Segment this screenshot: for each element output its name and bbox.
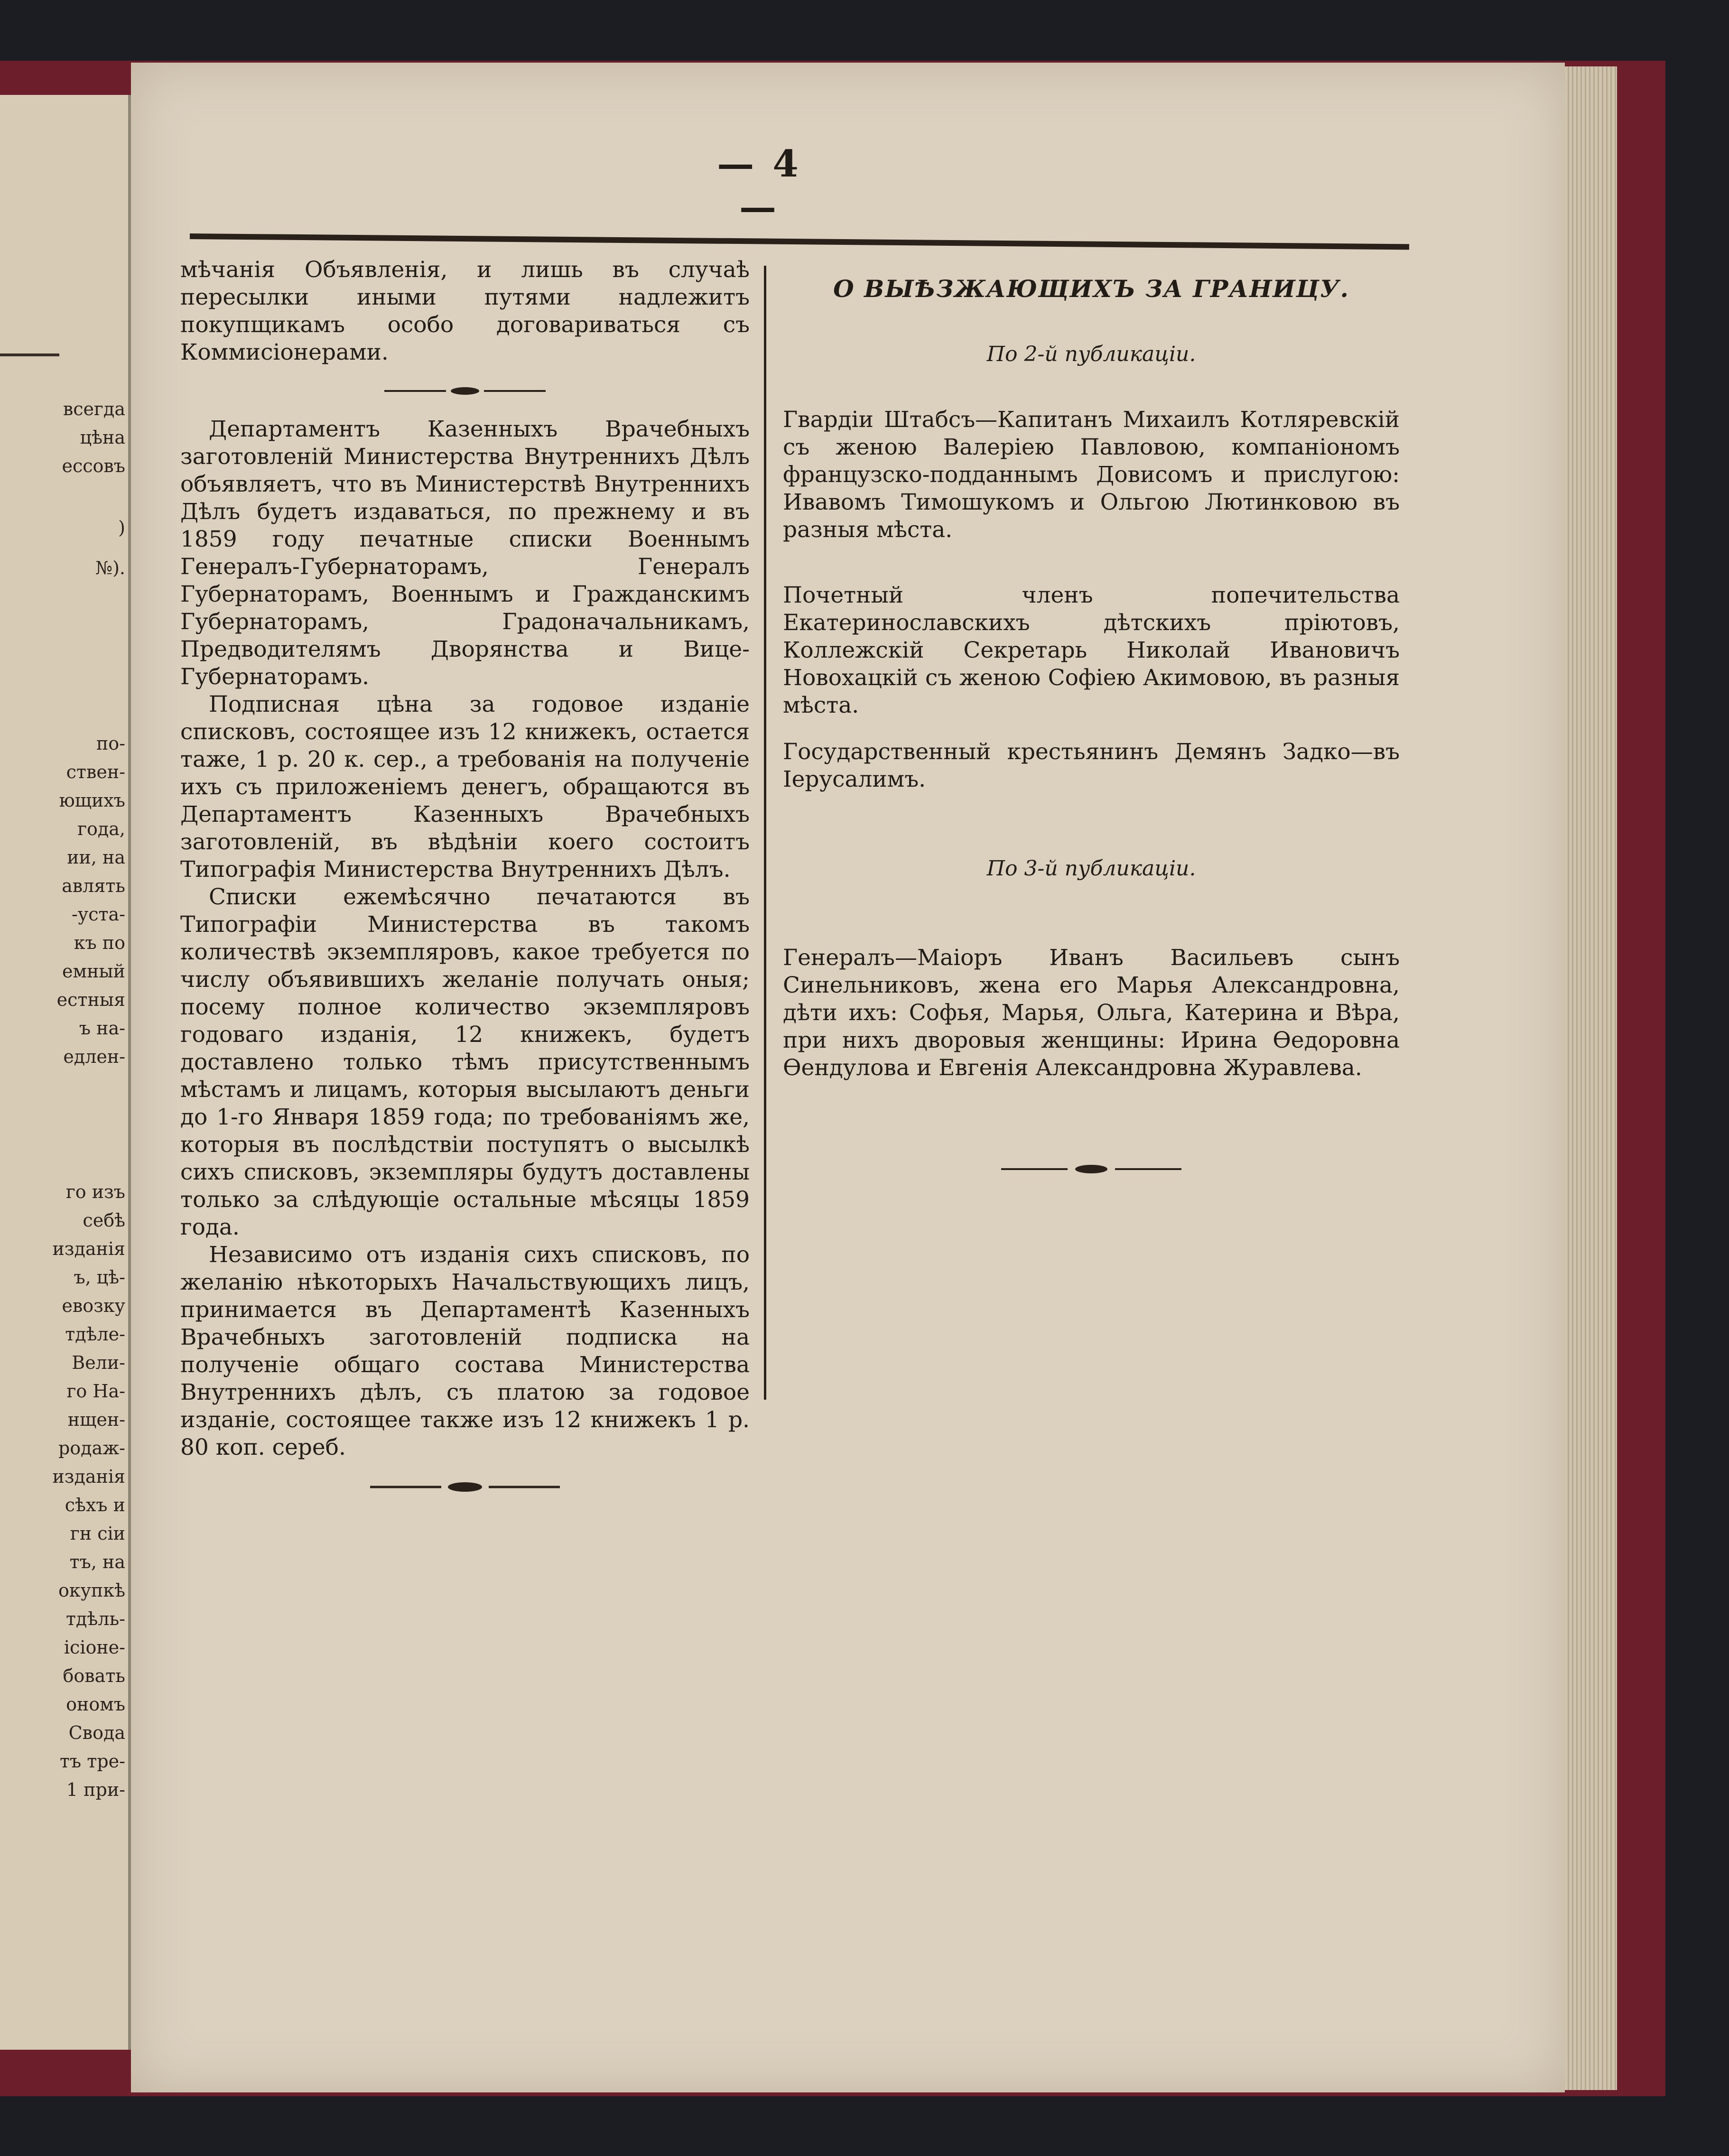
page-edges (1565, 66, 1617, 2090)
paragraph: Подписная цѣна за годовое изданіе списковъ, состоящее изъ 12 книжекъ, остается таже, 1 р. 20 к. сер., а требованія на полученіе ихъ съ приложеніемъ денегъ, обращаются въ Департаментъ Казенныхъ Врачебныхъ заготовленій, въ вѣдѣніи коего состоитъ Типографія Министерства Внутреннихъ Дѣлъ. (180, 691, 750, 883)
left-fragment: тъ тре- (60, 1751, 125, 1772)
left-fragment: Свода (68, 1722, 125, 1743)
paragraph: Департаментъ Казенныхъ Врачебныхъ заготовленій Министерства Внутреннихъ Дѣлъ объявляетъ, что въ Министерствѣ Внутреннихъ Дѣлъ будетъ издаваться, по прежнему и въ 1859 году печатные списки Военнымъ Генералъ-Губернаторамъ, Генералъ Губернаторамъ, Военнымъ и Гражданскимъ Губернаторамъ, Градоначальникамъ, Предводителямъ Дворянства и Вице-Губернаторамъ. (180, 416, 750, 690)
left-fragment: го изъ (65, 1181, 125, 1202)
left-fragment: ствен- (66, 762, 125, 782)
ornament-divider (783, 1162, 1400, 1176)
left-page-rule (0, 353, 59, 356)
left-fragment: ющихъ (59, 790, 125, 811)
left-fragment: изданія (52, 1466, 125, 1487)
left-fragment: всегда (63, 399, 125, 419)
left-fragment: бовать (63, 1665, 125, 1686)
left-fragment: года, (77, 818, 125, 839)
left-fragment: Вели- (72, 1352, 125, 1373)
left-facing-page (0, 95, 131, 2050)
paragraph: Независимо отъ изданія сихъ списковъ, по желанію нѣкоторыхъ Начальствующихъ лицъ, принимается въ Департаментѣ Казенныхъ Врачебныхъ заготовленій подписка на полученіе общаго состава Министерства Внутреннихъ дѣлъ, съ платою за годовое изданіе, состоящее также изъ 12 книжекъ 1 р. 80 коп. сереб. (180, 1242, 750, 1460)
left-fragment: ономъ (66, 1694, 125, 1715)
traveler-entry: Генералъ—Маіоръ Иванъ Васильевъ сынъ Синельниковъ, жена его Марья Александровна, дѣти ихъ: Софья, Марья, Ольга, Катерина и Вѣра, при нихъ дворовыя женщины: Ирина Ѳедоровна Ѳендулова и Евгенія Александровна Журавлева. (783, 945, 1400, 1081)
left-fragment: емный (62, 961, 125, 982)
traveler-entry: Почетный членъ попечительства Екатеринославскихъ дѣтскихъ пріютовъ, Коллежскій Секретарь Николай Ивановичъ Новохацкій съ женою Софіею Акимовою, въ разныя мѣста. (783, 582, 1400, 718)
left-fragment: къ по (74, 932, 125, 953)
left-fragment: сѣхъ и (65, 1495, 125, 1515)
left-fragment: естныя (56, 989, 125, 1010)
left-fragment: родаж- (58, 1438, 125, 1459)
left-fragment: авлять (62, 875, 125, 896)
left-fragment: гн сіи (70, 1523, 125, 1544)
left-fragment: по- (96, 733, 125, 754)
left-fragment: ии, на (67, 847, 125, 868)
left-fragment: №). (95, 558, 125, 578)
ornament-divider (180, 1480, 750, 1494)
left-fragment: едлен- (63, 1046, 125, 1067)
publication-subheading: По 2-й публикаціи. (986, 342, 1196, 366)
left-fragment: -уста- (72, 904, 125, 925)
left-fragment: ессовъ (62, 455, 125, 476)
left-fragment: цѣна (80, 427, 125, 448)
paragraph: Списки ежемѣсячно печатаются въ Типографіи Министерства въ такомъ количествѣ экземпляровъ, какое требуется по числу объявившихъ желаніе получать оныя; посему полное количество экземпляровъ годоваго изданія, 12 книжекъ, будетъ доставлено только тѣмъ присутственнымъ мѣстамъ и лицамъ, которыя высылаютъ деньги до 1-го Января 1859 года; по требованіямъ же, которыя въ послѣдствіи поступятъ о высылкѣ сихъ списковъ, экземпляры будутъ доставлены только за слѣдующіе остальные мѣсяцы 1859 года. (180, 884, 750, 1240)
left-fragment: евозку (62, 1295, 125, 1316)
left-fragment: изданія (52, 1238, 125, 1259)
left-fragment: тъ, на (69, 1552, 125, 1572)
ornament-icon (370, 1480, 560, 1494)
left-fragment: го На- (66, 1381, 125, 1402)
traveler-entry: Государственный крестьянинъ Демянъ Задко—въ Іерусалимъ. (783, 739, 1400, 792)
publication-subheading: По 3-й публикаціи. (986, 856, 1196, 881)
traveler-entry: Гвардіи Штабсъ—Капитанъ Михаилъ Котляревскій съ женою Валеріею Павловою, компаніономъ французско-подданнымъ Довисомъ и прислугою: Ивавомъ Тимошукомъ и Ольгою Лютинковою въ разныя мѣста. (783, 407, 1400, 543)
left-fragment: ъ, цѣ- (74, 1267, 125, 1288)
right-column (783, 256, 1400, 1195)
left-fragment: ісіоне- (64, 1637, 125, 1658)
ornament-divider (180, 385, 750, 397)
left-fragment: нщен- (67, 1409, 125, 1430)
left-fragment: 1 при- (66, 1779, 125, 1800)
left-fragment: ъ на- (79, 1018, 125, 1039)
page-number: — 4 — (717, 142, 801, 229)
left-fragment: окупкѣ (58, 1580, 125, 1601)
left-column (180, 256, 750, 1513)
column-divider (764, 266, 766, 1400)
section-heading: О ВЫѢЗЖАЮЩИХЪ ЗА ГРАНИЦУ. (833, 275, 1349, 303)
ornament-icon (384, 385, 546, 397)
left-fragment: тдѣле- (65, 1324, 125, 1345)
left-fragment: ) (118, 517, 125, 538)
paragraph: мѣчанія Объявленія, и лишь въ случаѣ пересылки иными путями надлежитъ покупщикамъ особо договариваться съ Коммисіонерами. (180, 257, 750, 365)
left-fragment: тдѣль- (65, 1608, 125, 1629)
ornament-icon (1001, 1162, 1181, 1176)
left-fragment: себѣ (83, 1210, 125, 1231)
